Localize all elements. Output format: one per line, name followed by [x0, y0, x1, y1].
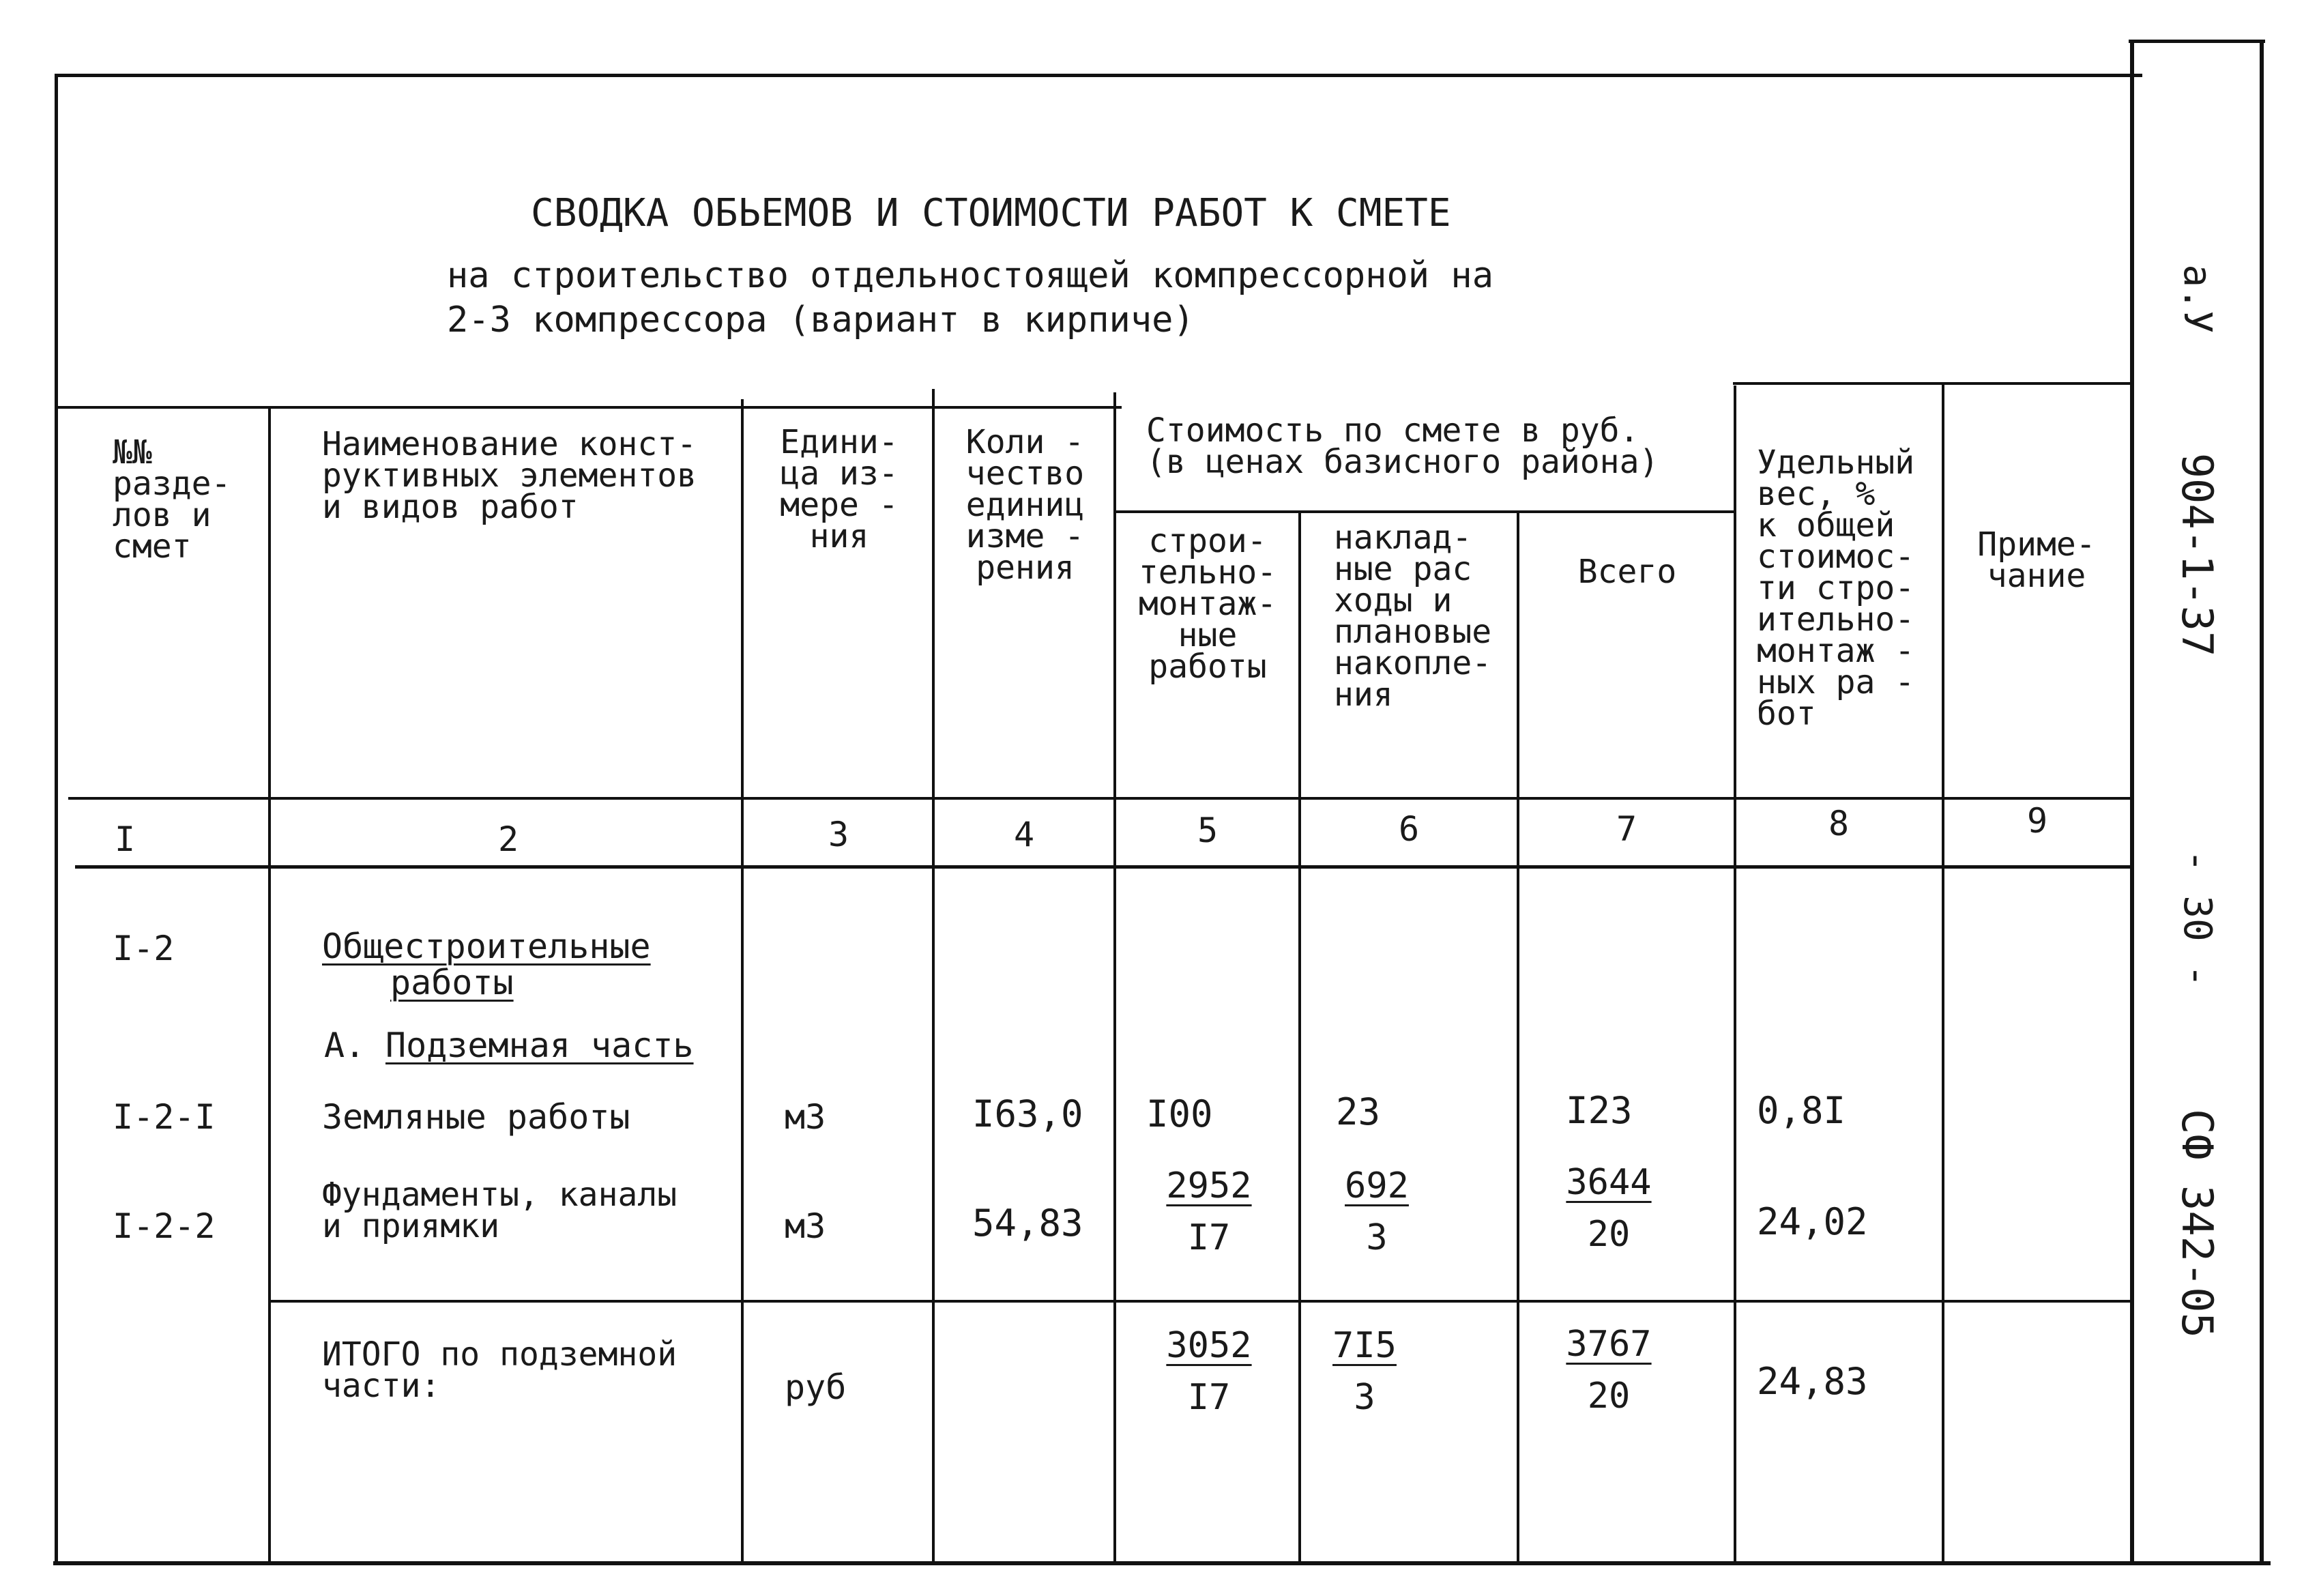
- total-construction-cost: [1141, 1325, 1277, 1418]
- header-construction-works: строи- тельно- монтаж- ные работы: [1138, 522, 1277, 686]
- column-number-2: 2: [497, 819, 519, 859]
- header-top-line-right: [1733, 382, 2132, 385]
- total-share: 24,83: [1757, 1360, 1868, 1403]
- row-overhead-cost-kop: 3: [1366, 1217, 1388, 1258]
- total-overhead-cost-rub: 7I5: [1332, 1325, 1397, 1366]
- row-code: I-2-2: [113, 1206, 216, 1246]
- row-unit: м3: [785, 1206, 826, 1246]
- stamp-project-number: 904-1-37: [2172, 452, 2222, 657]
- numbers-top-line: [68, 797, 2132, 800]
- column-number-4: 4: [1013, 815, 1035, 854]
- header-total: Всего: [1577, 553, 1677, 591]
- row-unit: м3: [785, 1097, 826, 1137]
- row-construction-cost-rub: 2952: [1166, 1165, 1252, 1206]
- row-total-cost-kop: 20: [1587, 1214, 1631, 1255]
- header-overhead: наклад- ные рас ходы и плановые накопле- ния: [1334, 519, 1492, 714]
- col-divider-6: [1517, 510, 1519, 1563]
- header-note: Приме- чание: [1977, 525, 2096, 595]
- frame-bottom: [53, 1561, 2271, 1565]
- header-top-line: [57, 406, 1122, 409]
- total-label: ИТОГО по подземной части:: [322, 1335, 677, 1405]
- stamp-sheet-code: а.У: [2175, 264, 2219, 334]
- header-unit: Едини- ца из- мере - ния: [780, 423, 899, 555]
- stamp-page-number: - 30 -: [2175, 849, 2219, 988]
- row-construction-cost: [1141, 1165, 1277, 1258]
- total-construction-cost-kop: I7: [1187, 1377, 1231, 1418]
- header-quantity: Коли - чество единиц изме - рения: [965, 423, 1085, 587]
- col-divider-2: [741, 399, 744, 1563]
- total-overhead-cost: [1296, 1325, 1433, 1418]
- row-total-cost: [1541, 1162, 1677, 1255]
- frame-top-right: [2129, 40, 2265, 43]
- header-element-name: Наименование конст- руктивных элементов и видов работ: [322, 425, 697, 526]
- column-number-7: 7: [1616, 809, 1637, 849]
- document-title: СВОДКА ОБЬЕМОВ И СТОИМОСТИ РАБОТ К СМЕТЕ: [531, 191, 1451, 235]
- row-share: 0,8I: [1757, 1089, 1846, 1132]
- row-share: 24,02: [1757, 1200, 1868, 1243]
- row-construction-cost: I00: [1146, 1092, 1213, 1135]
- frame-top: [55, 74, 2142, 77]
- row-total-cost-rub: 3644: [1566, 1162, 1652, 1203]
- row-name: Земляные работы: [322, 1097, 630, 1137]
- cost-subheader-line: [1115, 510, 1736, 513]
- total-construction-cost-rub: 3052: [1166, 1325, 1252, 1366]
- total-unit: руб: [785, 1367, 847, 1407]
- row-construction-cost-kop: I7: [1187, 1217, 1231, 1258]
- row-quantity: I63,0: [972, 1092, 1083, 1135]
- column-number-5: 5: [1197, 811, 1219, 850]
- frame-right-outer: [2260, 40, 2264, 1563]
- document-subtitle-line2: 2-3 компрессора (вариант в кирпиче): [447, 300, 1195, 340]
- row-name: Фундаменты, каналы и приямки: [322, 1176, 677, 1245]
- column-number-6: 6: [1398, 809, 1420, 849]
- row-overhead-cost: 23: [1336, 1090, 1381, 1133]
- header-cost-group: Стоимость по смете в руб. (в ценах базисного района): [1146, 411, 1659, 481]
- col-divider-3: [932, 389, 935, 1563]
- col-divider-4: [1113, 392, 1116, 1563]
- column-number-9: 9: [2026, 801, 2048, 841]
- column-number-3: 3: [828, 815, 849, 854]
- header-section-numbers: №№ разде- лов и смет: [113, 433, 231, 566]
- column-number-8: 8: [1828, 804, 1850, 843]
- total-overhead-cost-kop: 3: [1354, 1377, 1375, 1418]
- subsection-title: Подземная часть: [385, 1026, 694, 1065]
- frame-right-stamp: [2130, 40, 2134, 1563]
- frame-left: [55, 74, 58, 1563]
- row-total-cost: I23: [1566, 1089, 1633, 1132]
- total-all-cost-rub: 3767: [1566, 1324, 1652, 1365]
- total-top-line: [269, 1300, 2132, 1303]
- numbers-bottom-line: [75, 865, 2132, 869]
- total-all-cost: [1541, 1324, 1677, 1417]
- row-code: I-2-I: [113, 1097, 216, 1137]
- col-divider-7: [1734, 386, 1736, 1563]
- row-overhead-cost: [1309, 1165, 1445, 1258]
- col-divider-1: [268, 406, 271, 1563]
- total-all-cost-kop: 20: [1587, 1376, 1631, 1417]
- section-title-line1: Общестроительные: [322, 927, 651, 966]
- stamp-series: СФ 342-05: [2172, 1109, 2222, 1338]
- row-overhead-cost-rub: 692: [1345, 1165, 1409, 1206]
- document-subtitle-line1: на строительство отдельностоящей компрессорной на: [447, 255, 1494, 296]
- section-code: I-2: [113, 929, 175, 968]
- section-title-line2: работы: [390, 963, 514, 1002]
- column-number-1: I: [115, 819, 136, 859]
- row-quantity: 54,83: [972, 1202, 1083, 1245]
- subsection-letter: А.: [324, 1026, 366, 1065]
- header-share: Удельный вес, % к общей стоимос- ти стро- ительно- монтаж - ных ра - бот: [1757, 444, 1915, 733]
